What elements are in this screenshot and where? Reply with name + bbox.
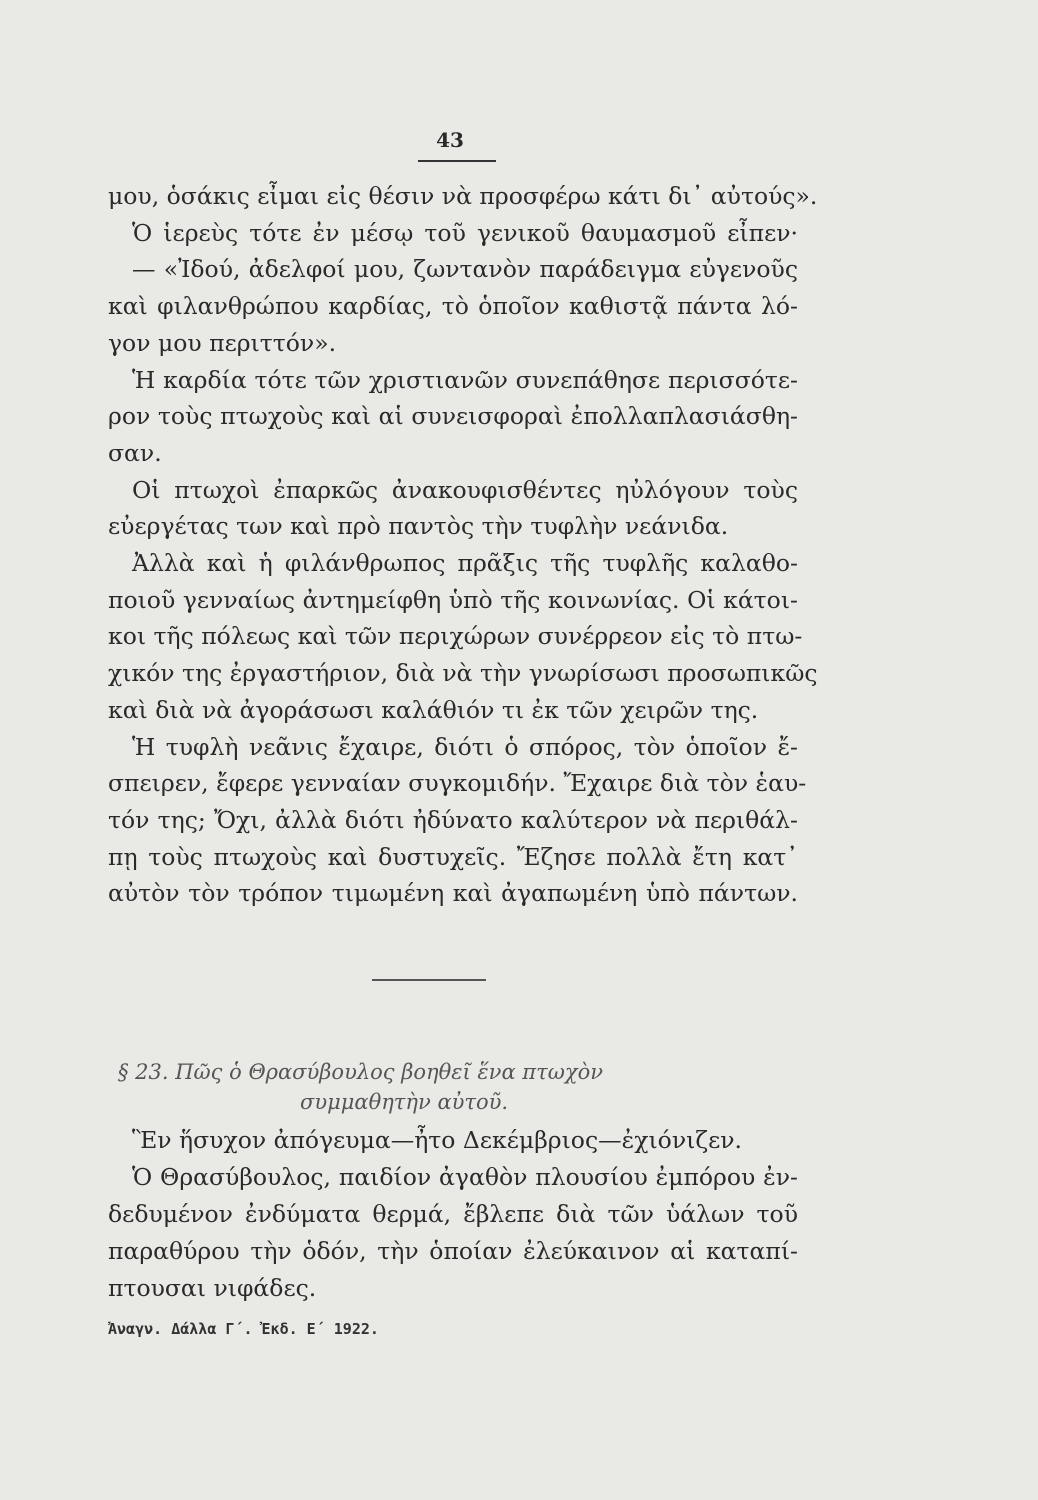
- text-line: Ἡ καρδία τότε τῶν χριστιανῶν συνεπάθησε περισσότε-: [132, 365, 798, 394]
- text-line: καὶ φιλανθρώπου καρδίας, τὸ ὁποῖον καθιστᾷ πάντα λό-: [108, 292, 798, 321]
- text-line: Ὁ Θρασύβουλος, παιδίον ἀγαθὸν πλουσίου ἐμπόρου ἐν-: [132, 1163, 798, 1191]
- text-line: Ὁ ἱερεὺς τότε ἐν μέσῳ τοῦ γενικοῦ θαυμασμοῦ εἶπεν·: [132, 218, 798, 247]
- text-line: τόν της; Ὄχι, ἀλλὰ διότι ἠδύνατο καλύτερον νὰ περιθάλ-: [108, 805, 798, 834]
- text-line: κοι τῆς πόλεως καὶ τῶν περιχώρων συνέρρεον εἰς τὸ πτω-: [108, 622, 803, 651]
- section-heading-line-1: § 23. Πῶς ὁ Θρασύβουλος βοηθεῖ ἕνα πτωχὸν: [118, 1060, 603, 1084]
- text-line: Ἀλλὰ καὶ ἡ φιλάνθρωπος πρᾶξις τῆς τυφλῆς καλαθο-: [132, 549, 798, 577]
- text-line: εὐεργέτας των καὶ πρὸ παντὸς τὴν τυφλὴν νεάνιδα.: [108, 512, 729, 541]
- text-line: σαν.: [108, 438, 162, 467]
- text-line: Οἱ πτωχοὶ ἐπαρκῶς ἀνακουφισθέντες ηὐλόγουν τοὺς: [132, 475, 798, 504]
- text-line: δεδυμένον ἐνδύματα θερμά, ἔβλεπε διὰ τῶν ὑάλων τοῦ: [108, 1200, 798, 1228]
- text-line: αὐτὸν τὸν τρόπον τιμωμένη καὶ ἀγαπωμένη ὑπὸ πάντων.: [108, 879, 798, 908]
- section-heading-line-2: συμμαθητὴν αὐτοῦ.: [300, 1090, 509, 1114]
- text-line: Ἓν ἥσυχον ἀπόγευμα—ἦτο Δεκέμβριος—ἐχιόνιζεν.: [132, 1126, 743, 1154]
- text-line: — «Ἰδού, ἀδελφοί μου, ζωντανὸν παράδειγμα εὐγενοῦς: [132, 255, 798, 284]
- text-line: ποιοῦ γενναίως ἀντημείφθη ὑπὸ τῆς κοινωνίας. Οἱ κάτοι-: [108, 585, 798, 614]
- footer-citation: Ἀναγν. Δάλλα Γ΄. Ἐκδ. Ε΄ 1922.: [108, 1320, 379, 1338]
- text-line: πτουσαι νιφάδες.: [108, 1274, 317, 1302]
- text-line: ρον τοὺς πτωχοὺς καὶ αἱ συνεισφοραὶ ἐπολλαπλασιάσθη-: [108, 402, 798, 431]
- text-line: χικόν της ἐργαστήριον, διὰ νὰ τὴν γνωρίσωσι προσωπικῶς: [108, 659, 818, 688]
- section-divider: [372, 979, 486, 981]
- page-number-rule: [418, 160, 496, 162]
- text-line: σπειρεν, ἔφερε γενναίαν συγκομιδήν. Ἔχαιρε διὰ τὸν ἑαυ-: [108, 769, 807, 798]
- text-line: γον μου περιττόν».: [108, 328, 337, 357]
- text-line: πῃ τοὺς πτωχοὺς καὶ δυστυχεῖς. Ἔζησε πολλὰ ἔτη κατ᾽: [108, 842, 798, 871]
- text-line: παραθύρου τὴν ὁδόν, τὴν ὁποίαν ἐλεύκαινον αἱ καταπί-: [108, 1237, 798, 1265]
- text-line: Ἡ τυφλὴ νεᾶνις ἔχαιρε, διότι ὁ σπόρος, τὸν ὁποῖον ἔ-: [132, 732, 798, 761]
- page-number: 43: [436, 128, 464, 152]
- text-line: μου, ὁσάκις εἶμαι εἰς θέσιν νὰ προσφέρω κάτι δι᾽ αὐτούς».: [108, 182, 818, 210]
- text-line: καὶ διὰ νὰ ἀγοράσωσι καλάθιόν τι ἐκ τῶν χειρῶν της.: [108, 695, 759, 724]
